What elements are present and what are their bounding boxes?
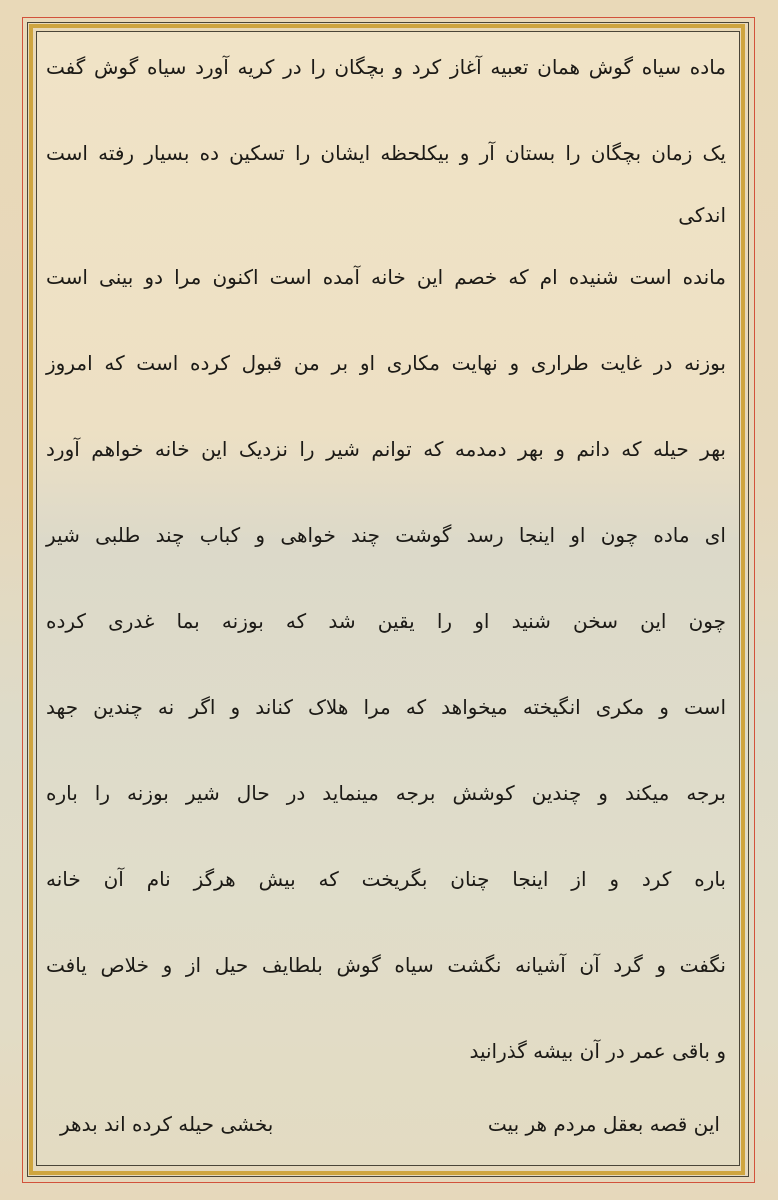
- text-line: بوزنه در غایت طراری و نهایت مکاری او بر من قبول کرده است که امروز: [46, 351, 726, 375]
- verse-couplet: [60, 1112, 720, 1136]
- text-line: یک زمان بچگان را بستان آر و بیکلحظه ایشان را تسکین ده بسیار رفته است اندکی: [46, 141, 726, 227]
- text-line: نگفت و گرد آن آشیانه نگشت سیاه گوش بلطایف حیل از و خلاص یافت: [46, 953, 726, 977]
- text-line: است و مکری انگیخته میخواهد که مرا هلاک کناند و اگر نه چندین جهد: [46, 695, 726, 719]
- text-line: چون این سخن شنید او را یقین شد که بوزنه بما غدری کرده: [46, 609, 726, 633]
- text-line: برجه میکند و چندین کوشش برجه مینماید در حال شیر بوزنه را باره: [46, 781, 726, 805]
- text-line: و باقی عمر در آن بیشه گذرانید: [469, 1039, 726, 1063]
- text-line: باره کرد و از اینجا چنان بگریخت که بیش هرگز نام آن خانه: [46, 867, 726, 891]
- text-line: ماده سیاه گوش همان تعبیه آغاز کرد و بچگان را در کریه آورد سیاه گوش گفت: [46, 55, 726, 79]
- verse-left-hemistich: بخشی حیله کرده اند بدهر: [60, 1112, 274, 1136]
- text-line: مانده است شنیده ام که خصم این خانه آمده است اکنون مرا دو بینی است: [46, 265, 726, 289]
- text-line: بهر حیله که دانم و بهر دمدمه که توانم شیر را نزدیک این خانه خواهم آورد: [46, 437, 726, 461]
- text-line: ای ماده چون او اینجا رسد گوشت چند خواهی و کباب چند طلبی شیر: [46, 523, 726, 547]
- verse-right-hemistich: این قصه بعقل مردم هر بیت: [487, 1112, 720, 1136]
- manuscript-text: [46, 36, 726, 1106]
